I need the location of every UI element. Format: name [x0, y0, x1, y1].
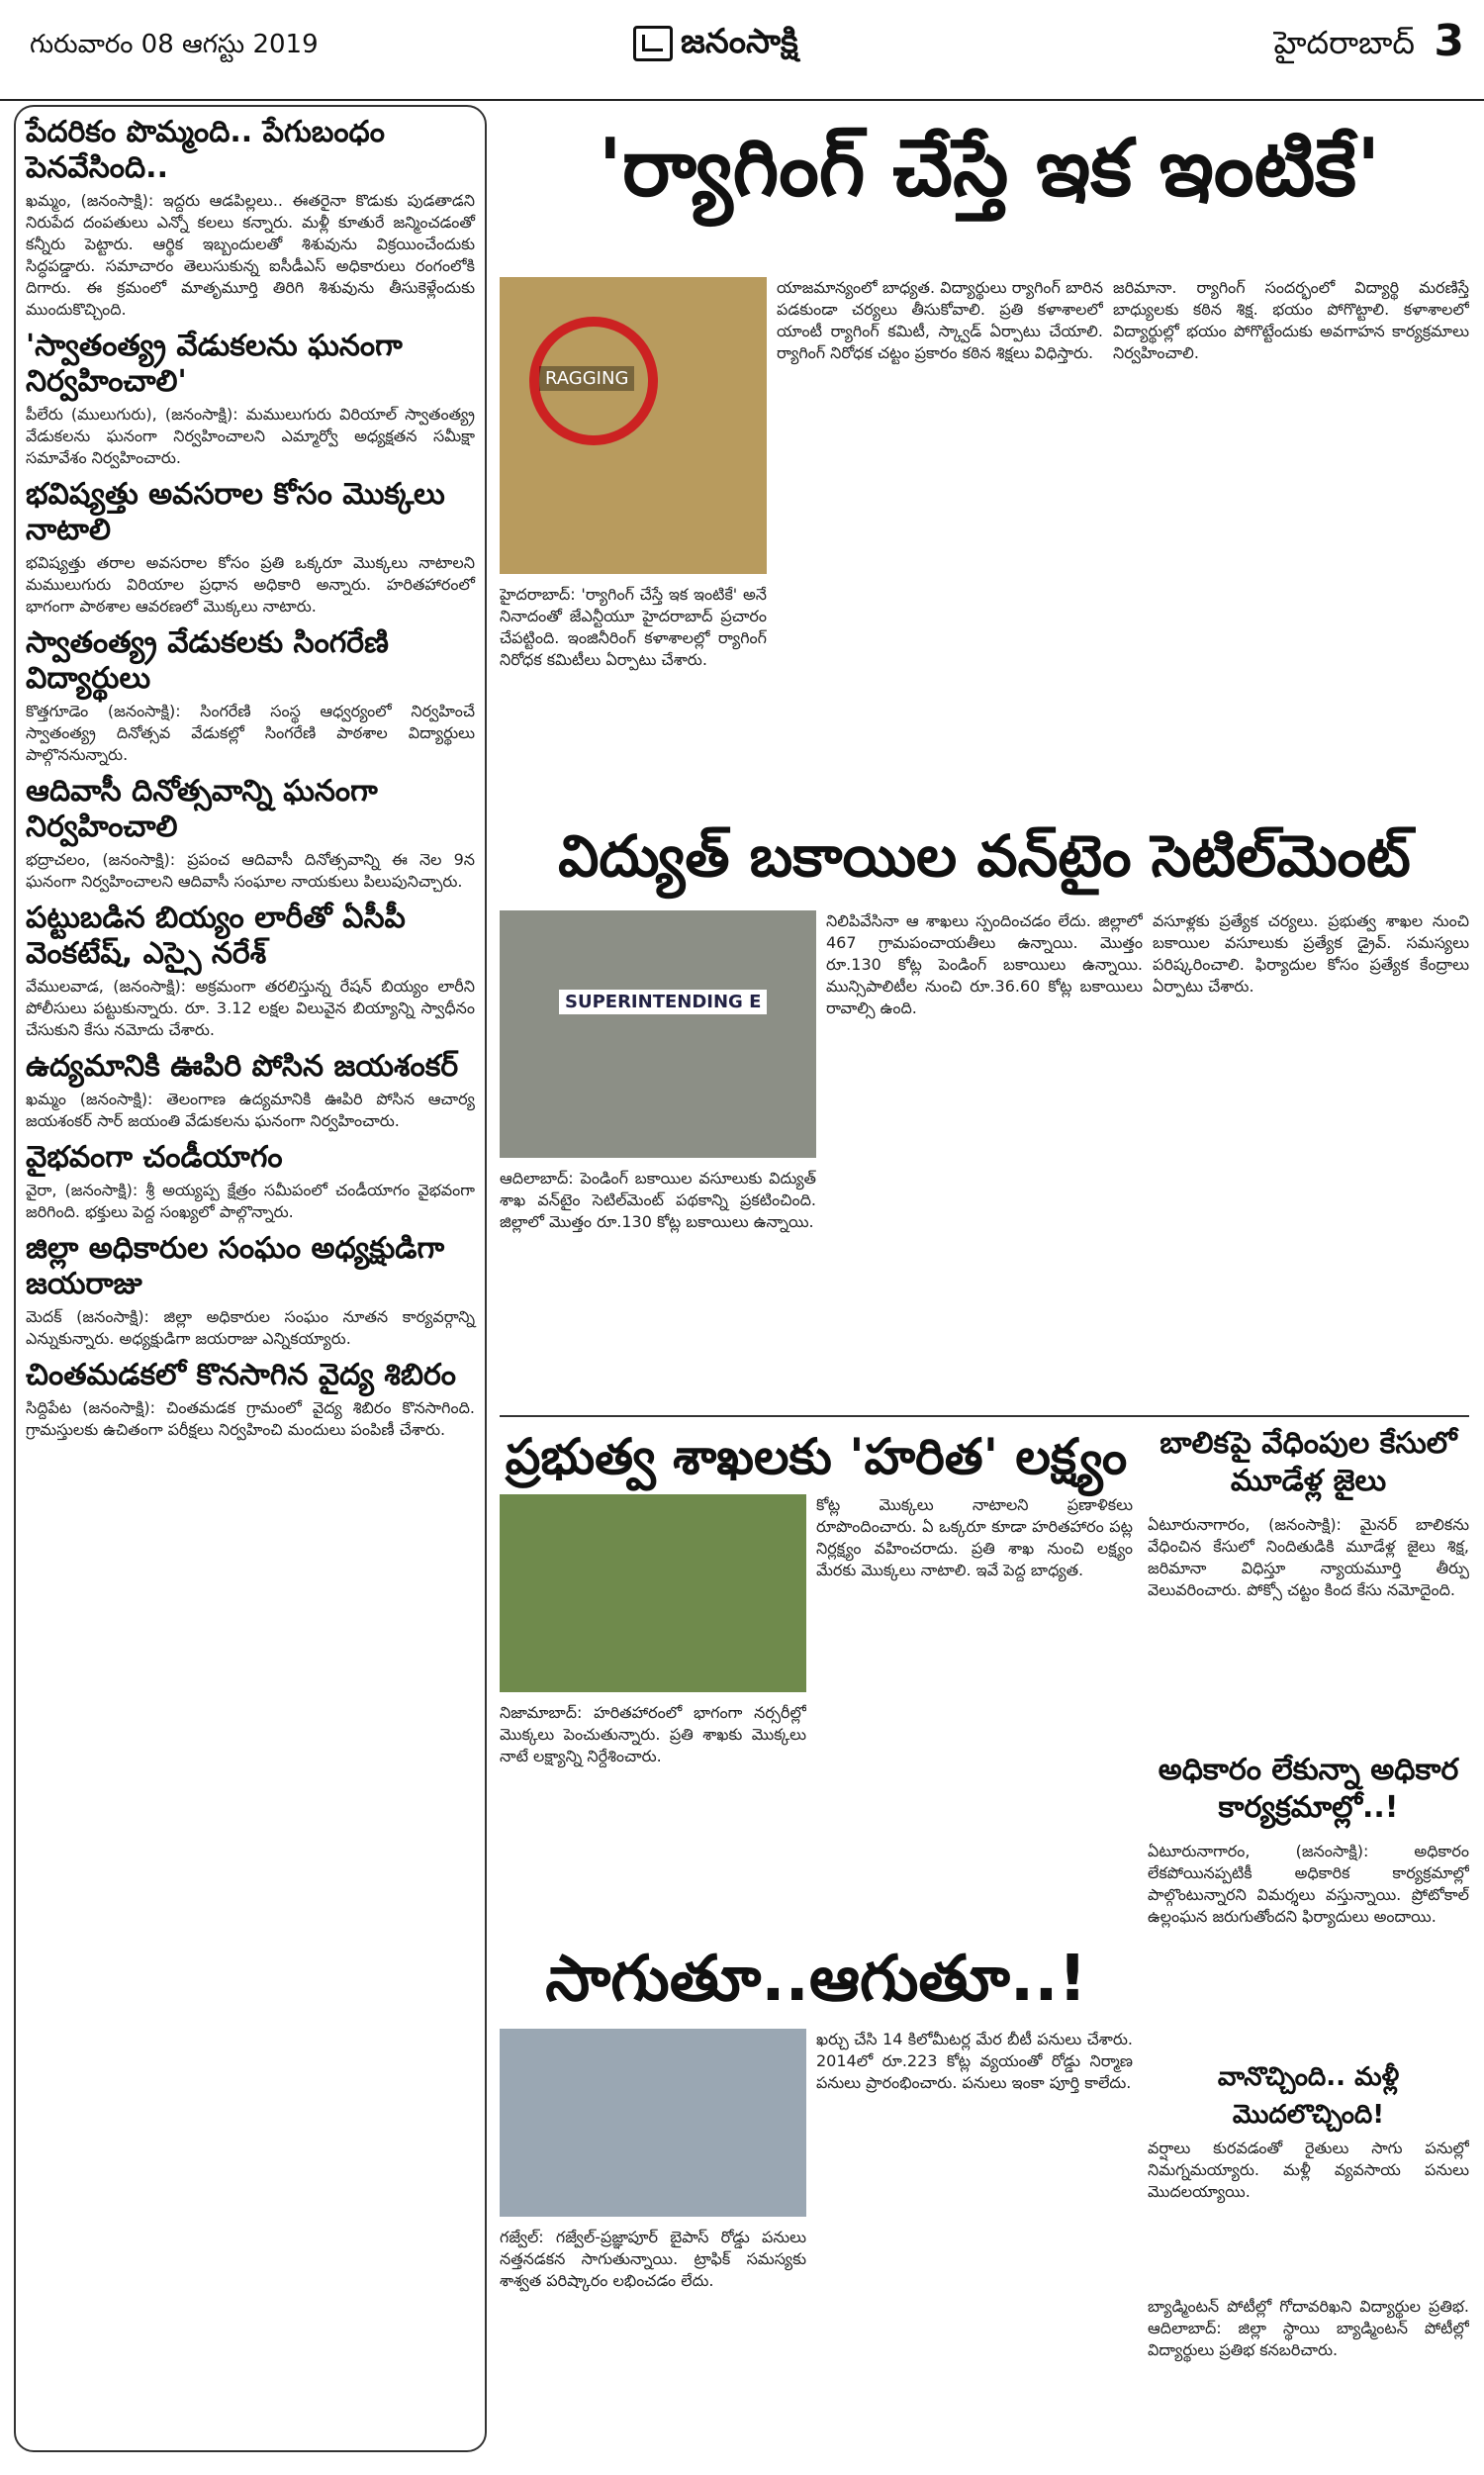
news-brief — [26, 774, 475, 893]
news-headline: చింతమడకలో కొనసాగిన వైద్య శిబిరం — [26, 1358, 456, 1392]
news-brief — [26, 1358, 475, 1441]
rain-headline: వానొచ్చింది.. మళ్లీ మొదలొచ్చింది! — [1217, 2062, 1400, 2130]
news-headline: పట్టుబడిన బియ్యం లారీతో ఏసీపీ వెంకటేష్, ఎస్సై నరేశ్ — [26, 901, 406, 971]
news-headline: పేదరికం పొమ్మంది.. పేగుబంధం పెనవేసింది.. — [26, 115, 385, 185]
court-headline: బాలికపై వేధింపుల కేసులో మూడేళ్ల జైలు — [1159, 1426, 1457, 1498]
news-body: భద్రాచలం, (జనంసాక్షి): ప్రపంచ ఆదివాసీ దినోత్సవాన్ని ఈ నెల 9న ఘనంగా నిర్వహించాలని ఆదివాసీ సంఘాల నాయకులు పిలుపునిచ్చారు. — [26, 850, 475, 891]
photo-sign-text: RAGGING — [539, 366, 634, 391]
power-headline: విద్యుత్ బకాయిల వన్‌టైం సెటిల్‌మెంట్ — [558, 822, 1411, 890]
news-brief — [26, 901, 475, 1041]
ragging-caption: హైదరాబాద్: 'ర్యాగింగ్ చేస్తే ఇక ఇంటికే' అనే నినాదంతో జేఎన్టీయూ హైదరాబాద్ ప్రచారం చేపట్టింది. ఇంజినీరింగ్ కళాశాలల్లో ర్యాగింగ్ నిరోధక కమిటీలు ఏర్పాటు చేశారు. — [500, 585, 767, 669]
news-brief — [26, 625, 475, 766]
issue-date: గురువారం 08 ఆగస్టు 2019 — [30, 30, 319, 59]
news-brief — [26, 1231, 475, 1350]
road-works-photo — [500, 2029, 806, 2217]
powerless-headline: అధికారం లేకున్నా అధికార కార్యక్రమాల్లో..! — [1158, 1753, 1459, 1825]
page-header — [0, 0, 1484, 101]
power-caption: ఆదిలాబాద్: పెండింగ్ బకాయిల వసూలుకు విద్యుత్ శాఖ వన్‌టైం సెటిల్‌మెంట్ పథకాన్ని ప్రకటించింది. జిల్లాలో మొత్తం రూ.130 కోట్ల బకాయిలు ఉన్నాయి. — [500, 1169, 816, 1231]
section-divider — [500, 1415, 1469, 1417]
news-headline: ఆదివాసీ దినోత్సవాన్ని ఘనంగా నిర్వహించాలి — [26, 774, 378, 844]
news-body: కొత్తగూడెం (జనంసాక్షి): సింగరేణి సంస్థ ఆధ్వర్యంలో నిర్వహించే స్వాతంత్య్ర దినోత్సవ వేడుకల్లో సింగరేణి పాఠశాల విద్యార్థులు పాల్గొననున్నారు. — [26, 702, 475, 764]
news-body: వేములవాడ, (జనంసాక్షి): అక్రమంగా తరలిస్తున్న రేషన్ బియ్యం లారీని పోలీసులు పట్టుకున్నారు. రూ. 3.12 లక్షల విలువైన బియ్యాన్ని స్వాధీనం చేసుకుని కేసు నమోదు చేశారు. — [26, 977, 475, 1039]
news-body: వైరా, (జనంసాక్షి): శ్రీ అయ్యప్ప క్షేత్రం సమీపంలో చండీయాగం వైభవంగా జరిగింది. భక్తులు పెద్ద సంఖ్యలో పాల్గొన్నారు. — [26, 1181, 475, 1221]
logo-icon — [633, 26, 673, 61]
left-news-column — [14, 105, 487, 2452]
court-body: ఏటూరునాగారం, (జనంసాక్షి): మైనర్ బాలికను వేధించిన కేసులో నిందితుడికి మూడేళ్ల జైలు శిక్ష, జరిమానా విధిస్తూ న్యాయమూర్తి తీర్పు వెలువరించారు. పోక్సో చట్టం కింద కేసు నమోదైంది. — [1148, 1515, 1469, 1599]
power-office-photo — [500, 910, 816, 1158]
road-headline: సాగుతూ..ఆగుతూ..! — [545, 1943, 1087, 2016]
news-brief — [26, 1049, 475, 1132]
news-headline: 'స్వాతంత్య్ర వేడుకలను ఘనంగా నిర్వహించాలి' — [26, 329, 403, 399]
news-body: భవిష్యత్తు తరాల అవసరాల కోసం ప్రతి ఒక్కరూ మొక్కలు నాటాలని మములుగురు విరియాల ప్రధాన అధికారి అన్నారు. హరితహారంలో భాగంగా పాఠశాల ఆవరణలో మొక్కలు నాటారు. — [26, 553, 475, 616]
masthead-logo — [633, 22, 798, 69]
badminton-brief: బ్యాడ్మింటన్ పోటీల్లో గోదావరిఖని విద్యార్థుల ప్రతిభ. ఆదిలాబాద్: జిల్లా స్థాయి బ్యాడ్మింటన్ పోటీల్లో విద్యార్థులు ప్రతిభ కనబరిచారు. — [1148, 2297, 1469, 2359]
edition-city: హైదరాబాద్ — [1273, 24, 1415, 61]
news-brief — [26, 329, 475, 469]
haritha-headline: ప్రభుత్వ శాఖలకు 'హరిత' లక్ష్యం — [505, 1428, 1128, 1485]
news-headline: ఉద్యమానికి ఊపిరి పోసిన జయశంకర్ — [26, 1049, 459, 1084]
ragging-body-col2: జరిమానా. ర్యాగింగ్ సందర్భంలో విద్యార్థి మరణిస్తే బాధ్యులకు కఠిన శిక్ష. భయం పోగొట్టాలి. కళాశాలలో విద్యార్థుల్లో భయం పోగొట్టేందుకు అవగాహన కార్యక్రమాలు నిర్వహించాలి. — [1113, 278, 1469, 362]
news-brief — [26, 115, 475, 321]
haritha-body: కోట్ల మొక్కలు నాటాలని ప్రణాళికలు రూపొందించారు. ఏ ఒక్కరూ కూడా హరితహారం పట్ల నిర్లక్ష్యం వహించరాదు. ప్రతి శాఖ నుంచి లక్ష్యం మేరకు మొక్కలు నాటాలి. ఇవే పెద్ద బాధ్యత. — [816, 1495, 1133, 1579]
nursery-photo — [500, 1494, 806, 1692]
news-headline: భవిష్యత్తు అవసరాల కోసం మొక్కలు నాటాలి — [26, 477, 445, 547]
news-body: సిద్దిపేట (జనంసాక్షి): చింతమడక గ్రామంలో వైద్య శిబిరం కొనసాగింది. గ్రామస్తులకు ఉచితంగా పరీక్షలు నిర్వహించి మందులు పంపిణీ చేశారు. — [26, 1398, 475, 1439]
powerless-body: ఏటూరునాగారం, (జనంసాక్షి): అధికారం లేకపోయినప్పటికీ అధికారిక కార్యక్రమాల్లో పాల్గొంటున్నారని విమర్శలు వస్తున్నాయి. ప్రోటోకాల్ ఉల్లంఘన జరుగుతోందని ఫిర్యాదులు అందాయి. — [1148, 1842, 1469, 1926]
road-body-col1: ఖర్చు చేసి 14 కిలోమీటర్ల మేర బీటీ పనులు చేశారు. 2014లో రూ.223 కోట్ల వ్యయంతో రోడ్డు నిర్మాణ పనులు ప్రారంభించారు. పనులు ఇంకా పూర్తి కాలేదు. — [816, 2030, 1133, 2092]
news-headline: స్వాతంత్య్ర వేడుకలకు సింగరేణి విద్యార్థులు — [26, 625, 389, 696]
news-body: ఖమ్మం, (జనంసాక్షి): ఇద్దరు ఆడపిల్లలు.. ఈతరైనా కొడుకు పుడతాడని నిరుపేద దంపతులు ఎన్నో కలలు కన్నారు. మళ్లీ కూతురే జన్మించడంతో కన్నీరు పెట్టారు. ఆర్థిక ఇబ్బందులతో శిశువును విక్రయించేందుకు సిద్ధపడ్డారు. సమాచారం తెలుసుకున్న ఐసీడీఎస్ అధికారులు రంగంలోకి దిగారు. ఈ క్రమంలో మాతృమూర్తి తిరిగి శిశువును తీసుకెళ్లేందుకు ముందుకొచ్చింది. — [26, 191, 475, 319]
brand-name: జనంసాక్షి — [681, 22, 798, 61]
news-brief — [26, 1140, 475, 1223]
power-body-col2: వసూళ్లకు ప్రత్యేక చర్యలు. ప్రభుత్వ శాఖల నుంచి బకాయిల వసూలుకు ప్రత్యేక డ్రైవ్. సమస్యలు పరిష్కరించాలి. ఫిర్యాదుల కోసం ప్రత్యేక కేంద్రాలు ఏర్పాటు చేశారు. — [1153, 911, 1469, 996]
news-body: మెదక్ (జనంసాక్షి): జిల్లా అధికారుల సంఘం నూతన కార్యవర్గాన్ని ఎన్నుకున్నారు. అధ్యక్షుడిగా జయరాజు ఎన్నికయ్యారు. — [26, 1307, 475, 1348]
haritha-caption: నిజామాబాద్: హరితహారంలో భాగంగా నర్సరీల్లో మొక్కలు పెంచుతున్నారు. ప్రతి శాఖకు మొక్కలు నాటే లక్ష్యాన్ని నిర్దేశించారు. — [500, 1703, 806, 1765]
news-brief — [26, 477, 475, 618]
rain-body: వర్షాలు కురవడంతో రైతులు సాగు పనుల్లో నిమగ్నమయ్యారు. మళ్లీ వ్యవసాయ పనులు మొదలయ్యాయి. — [1148, 2139, 1469, 2201]
page-number: 3 — [1434, 16, 1464, 66]
news-body: ఖమ్మం (జనంసాక్షి): తెలంగాణ ఉద్యమానికి ఊపిరి పోసిన ఆచార్య జయశంకర్ సార్ జయంతి వేడుకలను ఘనంగా నిర్వహించారు. — [26, 1090, 475, 1130]
photo-signboard-text: SUPERINTENDING E — [559, 990, 767, 1014]
news-headline: జిల్లా అధికారుల సంఘం అధ్యక్షుడిగా జయరాజు — [26, 1231, 445, 1301]
news-body: పీలేరు (ములుగురు), (జనంసాక్షి): మములుగురు విరియాల్ స్వాతంత్య్ర వేడుకలను ఘనంగా నిర్వహించాలని ఎమ్మార్వో అధ్యక్షతన సమీక్షా సమావేశం నిర్వహించారు. — [26, 405, 475, 467]
news-headline: వైభవంగా చండీయాగం — [26, 1140, 283, 1175]
ragging-photo — [500, 277, 767, 574]
ragging-headline: 'ర్యాగింగ్ చేస్తే ఇక ఇంటికే' — [598, 122, 1381, 214]
ragging-body-col1: యాజమాన్యంలో బాధ్యత. విద్యార్థులు ర్యాగింగ్ బారిన పడకుండా చర్యలు తీసుకోవాలి. ప్రతి కళాశాలలో యాంటీ ర్యాగింగ్ కమిటీ, స్క్వాడ్ ఏర్పాటు చేయాలి. ర్యాగింగ్ నిరోధక చట్టం ప్రకారం కఠిన శిక్షలు విధిస్తారు. — [777, 278, 1103, 362]
power-body-col1: నిలిపివేసినా ఆ శాఖలు స్పందించడం లేదు. జిల్లాలో 467 గ్రామపంచాయతీలు ఉన్నాయి. మొత్తం రూ.130 కోట్ల పెండింగ్ బకాయిలు ఉన్నాయి. మున్సిపాలిటీల నుంచి రూ.36.60 కోట్ల బకాయిలు రావాల్సి ఉంది. — [826, 911, 1143, 1017]
road-caption: గజ్వేల్: గజ్వేల్-ప్రజ్ఞాపూర్ బైపాస్ రోడ్డు పనులు నత్తనడకన సాగుతున్నాయి. ట్రాఫిక్ సమస్యకు శాశ్వత పరిష్కారం లభించడం లేదు. — [500, 2228, 806, 2290]
